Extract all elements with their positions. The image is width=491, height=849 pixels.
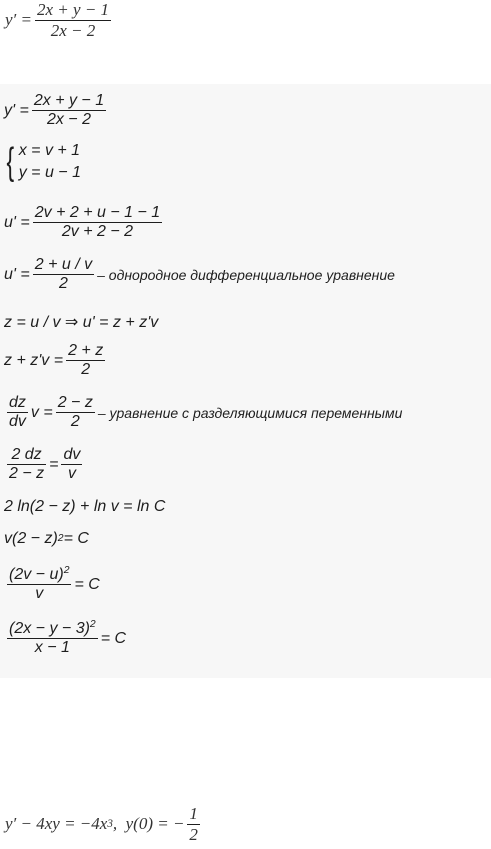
eq-10-denominator: v: [35, 585, 44, 603]
eq-5-denominator: 2: [81, 361, 91, 379]
eq-6-mid: v =: [30, 403, 53, 421]
eq-7-left-fraction: [7, 446, 46, 484]
eq-11-fraction: [7, 620, 98, 658]
solution-eq-4: [4, 312, 158, 332]
problem-2-condition: , y(0) = −: [112, 814, 185, 834]
eq-1-denominator: 2x − 2: [46, 111, 91, 129]
eq-4-text: z = u / v ⇒ u' = z + z'v: [4, 314, 159, 331]
eq-6-left-numerator: dz: [7, 394, 28, 413]
eq-7-left-numerator: 2 dz: [7, 446, 46, 465]
eq-11-numerator-exponent: 2: [89, 618, 96, 630]
solution-eq-8: [4, 498, 165, 516]
solution-eq-10: [4, 566, 100, 604]
eq-6-left-fraction: [7, 394, 28, 432]
problem-2-equation: y′ − 4xy = −4x 3 , y(0) = − $\frac{1}{2}$: [5, 804, 198, 844]
eq-10-fraction: [7, 566, 71, 604]
solution-eq-5: [4, 342, 108, 380]
eq-7-right-fraction: [61, 446, 82, 484]
eq-3-fraction: [33, 256, 94, 294]
eq-5-numerator: 2 + z: [66, 342, 105, 361]
eq-6-note: – уравнение с разделяющимися переменными: [97, 404, 403, 421]
eq-2-fraction: [33, 204, 162, 242]
solution-eq-2: [4, 204, 165, 242]
eq-5-fraction: [66, 342, 105, 380]
eq-8-text: 2 ln(2 − z) + ln v = ln C: [4, 498, 166, 515]
system-line-1: x = v + 1: [18, 142, 81, 159]
problem-1-fraction: [35, 0, 111, 40]
solution-eq-1: [4, 92, 109, 130]
eq-7-right-denominator: v: [67, 465, 76, 483]
eq-7-right-numerator: dv: [61, 446, 82, 465]
problem-2-main: y′ − 4xy = −4x: [5, 814, 108, 834]
eq-1-lhs: y' =: [4, 101, 29, 119]
solution-eq-7: [4, 446, 85, 484]
eq-10-numerator-exponent: 2: [63, 564, 70, 576]
eq-11-numerator: [7, 620, 98, 639]
eq-2-lhs: u' =: [4, 213, 30, 231]
eq-3-lhs: u' =: [4, 265, 30, 283]
eq-2-denominator: 2v + 2 − 2: [61, 223, 134, 241]
eq-3-note: – однородное дифференциальное уравнение: [97, 266, 395, 283]
left-brace-icon: {: [6, 141, 15, 184]
eq-9-base: v(2 − z): [4, 530, 58, 547]
problem-2-fraction: [187, 804, 200, 844]
eq-11-numerator-base: (2x − y − 3): [9, 620, 90, 637]
eq-1-numerator: 2x + y − 1: [32, 92, 106, 111]
solution-panel: [0, 84, 491, 678]
problem-1-equation: [5, 0, 114, 40]
system-lines: [19, 140, 81, 185]
problem-1-numerator: 2x + y − 1: [37, 0, 110, 19]
eq-9-rest: = C: [63, 530, 89, 547]
eq-2-numerator: 2v + 2 + u − 1 − 1: [33, 204, 162, 223]
eq-6-left-denominator: dv: [9, 413, 26, 431]
eq-7-equals: =: [49, 455, 59, 473]
eq-11-denominator: x − 1: [34, 639, 70, 657]
solution-eq-9: v(2 − z) 2 = C: [4, 530, 89, 547]
eq-3-numerator: 2 + u / v: [33, 256, 94, 275]
eq-10-rest: = C: [74, 575, 100, 593]
solution-eq-6: [4, 394, 402, 432]
eq-7-left-denominator: 2 − z: [9, 465, 45, 483]
substitution-system: [4, 140, 81, 185]
solution-eq-11: [4, 620, 126, 658]
problem-1-lhs: y′ =: [5, 10, 32, 30]
problem-2-numerator: 1: [189, 804, 198, 823]
eq-10-numerator: [7, 566, 71, 585]
problem-2-denominator: 2: [189, 824, 198, 844]
eq-6-fraction: [56, 394, 95, 432]
eq-6-denominator: 2: [70, 413, 80, 431]
problem-1-denominator: 2x − 2: [50, 20, 96, 40]
solution-eq-3: [4, 256, 395, 294]
eq-10-numerator-base: (2v − u): [9, 566, 64, 583]
eq-6-numerator: 2 − z: [56, 394, 95, 413]
eq-11-rest: = C: [100, 629, 127, 647]
eq-3-denominator: 2: [58, 275, 68, 293]
system-line-2: y = u − 1: [18, 164, 81, 182]
eq-1-fraction: [32, 92, 106, 130]
eq-5-lhs: z + z'v =: [4, 351, 64, 369]
system-group: [4, 140, 81, 185]
